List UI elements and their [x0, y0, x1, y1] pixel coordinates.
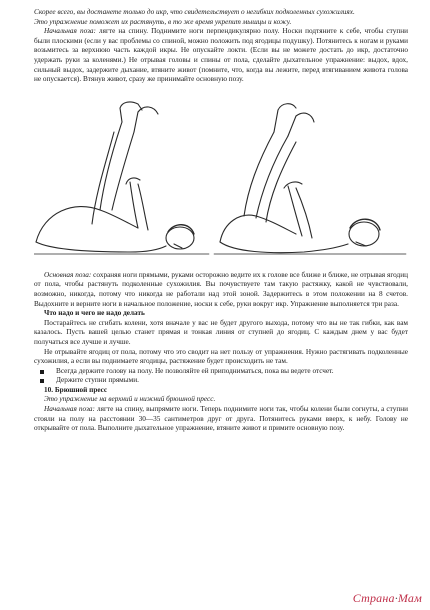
- page-text: [34, 8, 408, 434]
- bullet-square-icon: [40, 379, 44, 383]
- main-position-paragraph: [34, 271, 408, 309]
- figure-main-position: [214, 103, 406, 253]
- start-position-text: лягте на спину. Поднимите ноги перпендикулярно полу. Носки подтяните к себе, чтобы ступни были плоскими (если у вас проблемы со спиной, можно положить под ягодицы подушку). Потянитесь к ногам и руками возьмитесь за верхнюю часть каждой икры. Не опускайте локти. (Если вы не можете достать до икр, достаточно удержать руки за коленями.) Не отрывая головы и спины от пола, сделайте дыхательное упражнение: выдох, вдох, сильный выдох, задержите дыхание, втяните живот (помните, что, когда вы лежите, перед втягиванием живота голова не опускается). Втянув живот, сразу же принимайте основную позу.: [34, 27, 408, 84]
- abs-start-text: лягте на спину, выпрямите ноги. Теперь поднимите ноги так, чтобы колени были согнуты, а ступни стояли на полу на расстоянии 30—35 сантиметров друг от друга. Потянитесь руками вверх, к небу. Голову не открывайте от пола. Выполните дыхательное упражнение, втяните живот и примите основную позу.: [34, 405, 408, 433]
- section-intro: Это упражнение на верхний и нижний брюшной пресс.: [44, 395, 216, 404]
- dos-donts-heading: Что надо и чего не надо делать: [44, 309, 145, 318]
- intro-line-2: Это упражнение поможет их растянуть, в то же время укрепит мышцы и кожу.: [34, 17, 292, 26]
- intro-line-1: Скорее всего, вы достанете только до икр, что свидетельствует о негибких подколенных сухожилиях.: [34, 8, 355, 16]
- dos-donts-paragraph-2: Не отрывайте ягодиц от пола, потому что это сводит на нет пользу от упражнения. Нужно растягивать подколенные сухожилия, а если вы поднимаете ягодицы, растяжение будет происходить не там.: [34, 347, 408, 366]
- figure-start-position: [34, 102, 209, 254]
- tips-list: [34, 367, 408, 386]
- abs-start-label: Начальная поза:: [44, 405, 95, 414]
- tips-list-item: Держите ступни прямыми.: [34, 376, 408, 386]
- main-position-label: Основная поза:: [44, 270, 92, 279]
- start-position-label: Начальная поза:: [44, 27, 96, 36]
- dos-donts-paragraph-1: Постарайтесь не сгибать колени, хотя вначале у вас не будет другого выхода, потому что вы не так гибки, как вам казалось. Пусть вашей целью станет прямая и тонкая линия от ступней до ягодиц. С каждым днем у вас будет получаться все лучше и лучше.: [34, 318, 408, 346]
- main-position-text: сохраняя ноги прямыми, руками осторожно ведите их к голове все ближе и ближе, не отрывая ягодиц от пола, чтобы растянуть подколенные сухожилия. Вы почувствуете там такую растяжку, какой не чувствовали, возможно, никогда, потому что никогда не работали над этой зоной. Задержитесь в этом положении на 8 счетов. Выдохните и верните ноги в начальное положение, носки к себе, руки вокруг икр. Упражнение выполняется три раза.: [34, 270, 408, 308]
- tips-list-item: Всегда держите голову на полу. Не позволяйте ей приподниматься, пока вы ведете отсчет.: [34, 367, 408, 377]
- abs-start-paragraph: [34, 405, 408, 434]
- bullet-square-icon: [40, 370, 44, 374]
- site-watermark-logo: Страна·Мам: [352, 591, 422, 605]
- section-heading: 10. Брюшной пресс: [44, 385, 108, 394]
- exercise-illustration: [34, 92, 408, 267]
- start-position-paragraph: [34, 27, 408, 85]
